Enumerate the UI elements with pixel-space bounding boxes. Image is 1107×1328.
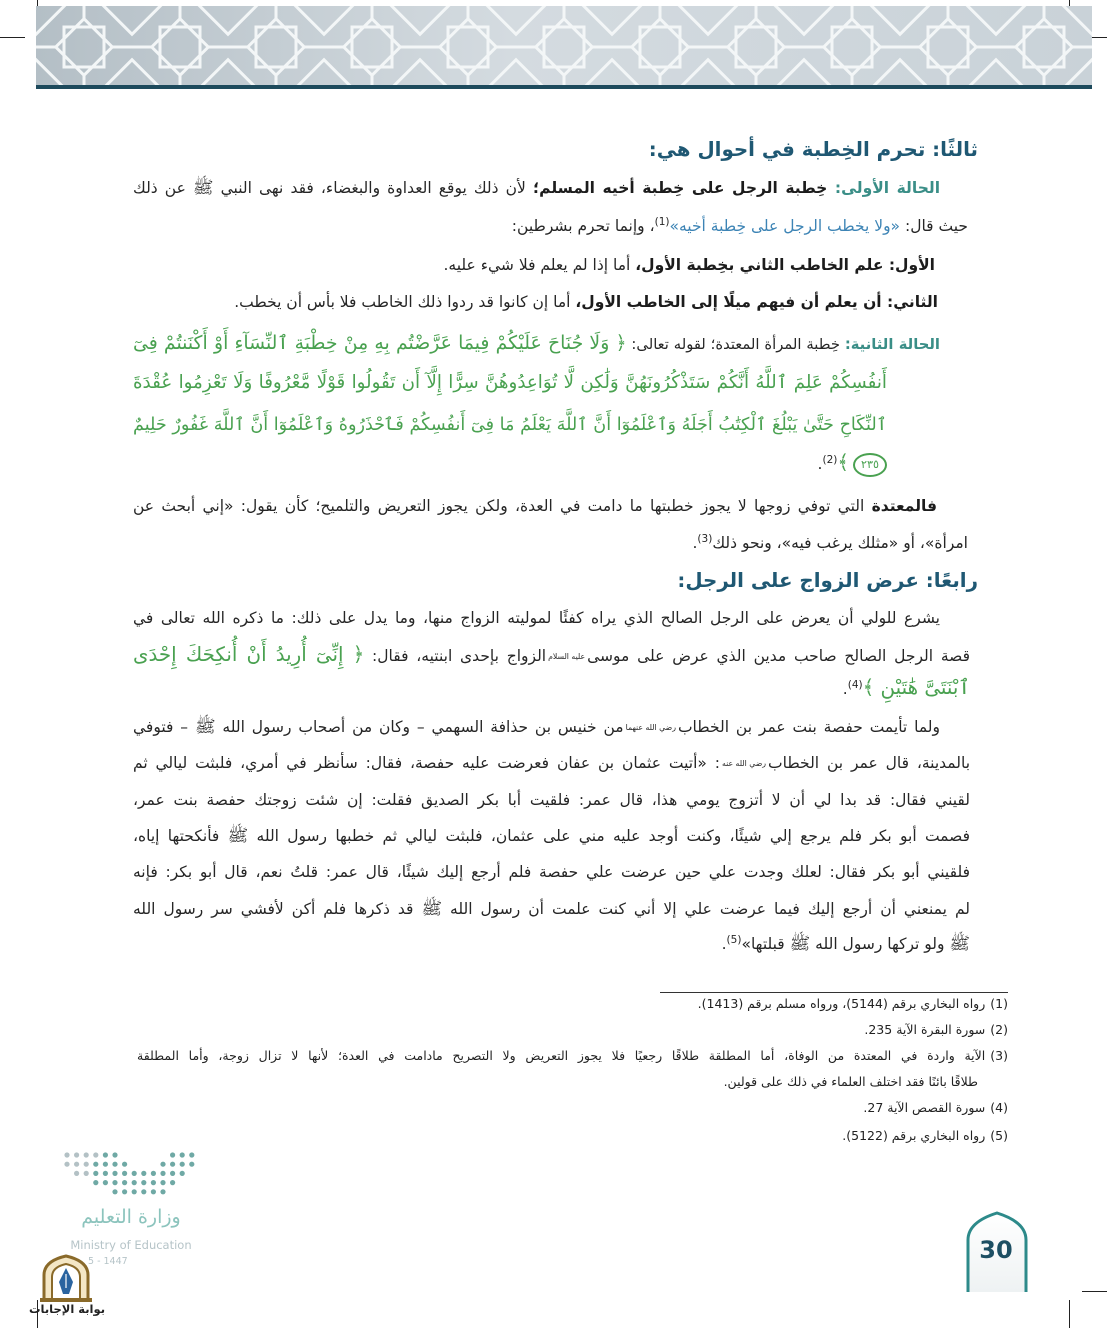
footnote-text: رواه البخاري برقم (5122). xyxy=(842,1128,986,1143)
honorific: رضي الله عنه xyxy=(721,758,767,768)
logo-dot xyxy=(132,1180,137,1185)
logo-dot xyxy=(74,1162,79,1167)
logo-dot xyxy=(141,1171,146,1176)
logo-dot xyxy=(64,1152,69,1157)
logo-dot xyxy=(170,1152,175,1157)
logo-dot xyxy=(151,1171,156,1176)
logo-dot xyxy=(112,1180,117,1185)
text-segment: ، وإنما تحرم بشرطين: xyxy=(511,217,655,235)
logo-dot xyxy=(151,1180,156,1185)
text-segment: لم يمنعني أن أرجع إليك فيما عرضت علي إلا أني كنت علمت أن رسول الله xyxy=(442,900,971,918)
bold-text: الثاني: أن يعلم أن فيهم ميلًا إلى الخاطب الأول، xyxy=(575,293,938,311)
footnote-number: (3) xyxy=(990,1048,1008,1063)
footnote xyxy=(137,1018,1008,1042)
text-segment: . xyxy=(842,680,848,698)
footnote xyxy=(137,1096,1008,1120)
text-segment: خِطبة المرأة المعتدة؛ لقوله تعالى: xyxy=(626,336,845,353)
body-line xyxy=(133,250,935,280)
logo-dot xyxy=(103,1152,108,1157)
body-line xyxy=(133,857,970,887)
body-line xyxy=(133,328,940,360)
logo-dot xyxy=(180,1171,185,1176)
logo-dot xyxy=(141,1189,146,1194)
footnote-reference: (4) xyxy=(847,678,863,691)
logo-dot xyxy=(64,1162,69,1167)
body-line xyxy=(133,173,940,203)
body-line xyxy=(133,528,968,558)
body-line xyxy=(133,448,887,479)
bold-text: خِطبة الرجل على خِطبة أخيه المسلم؛ xyxy=(532,179,835,197)
logo-dot xyxy=(74,1152,79,1157)
ministry-name-english: Ministry of Education xyxy=(70,1238,192,1252)
case-label: الحالة الثانية: xyxy=(844,336,940,353)
text-segment: قبلتها» xyxy=(741,935,790,953)
honorific: ﷺ xyxy=(421,899,443,919)
crop-mark xyxy=(1082,1291,1107,1292)
text-segment: فأنكحتها إياه، xyxy=(133,827,228,845)
logo-dot xyxy=(103,1171,108,1176)
logo-dot xyxy=(74,1171,79,1176)
text-segment: فصمت أبو بكر فلم يرجع إلي شيئًا، وكنت أوجد عليه مني على عثمان، فلبثت ليالي ثم خطبها رسول الله xyxy=(248,827,970,845)
honorific: ﷺ xyxy=(194,717,216,737)
logo-dot xyxy=(84,1162,89,1167)
honorific: ﷺ xyxy=(227,826,249,846)
logo-dot xyxy=(112,1189,117,1194)
body-line xyxy=(133,287,938,317)
section-heading-text: ثالثًا: تحرم الخِطبة في أحوال هي: xyxy=(648,138,978,161)
text-segment: حيث قال: xyxy=(900,217,968,235)
honorific: ﷺ xyxy=(789,934,811,954)
section-heading xyxy=(133,566,978,597)
logo-dot xyxy=(132,1171,137,1176)
verse-number-medallion: ٢٣٥ xyxy=(853,453,887,477)
text-segment: الزواج بإحدى ابنتيه، فقال: xyxy=(364,647,547,665)
text-segment: فلقيني أبو بكر فقال: لعلك وجدت علي حين عرضت علي حفصة فلم أرجع إليك شيئًا، قال عمر: قلتُ نعم، قال أبو بكر: فإنه xyxy=(133,863,970,881)
honorific: ﷺ xyxy=(949,934,970,954)
text-segment: امرأة»، أو «مثلك يرغب فيه»، ونحو ذلك xyxy=(712,534,968,552)
case-label: الحالة الأولى: xyxy=(834,179,941,197)
footnote-number: (1) xyxy=(990,996,1008,1011)
footnote xyxy=(137,1070,978,1094)
text-segment: يشرع للولي أن يعرض على الرجل الصالح الذي يراه كفئًا لموليته الزواج منها، وما يدل على ذلك: ما ذكره الله تعالى في xyxy=(133,609,940,627)
logo-dot xyxy=(189,1152,194,1157)
footnote-text: الآية واردة في المعتدة من الوفاة، أما المطلقة طلاقًا رجعيًا فلا يجوز التعريض ولا التصريح مادامت في العدة؛ لأنها لا تزال زوجة، وأما المطلقة xyxy=(137,1048,986,1063)
text-segment: عن ذلك xyxy=(133,179,193,197)
logo-dot xyxy=(160,1180,165,1185)
body-line xyxy=(133,821,970,851)
text-segment: التي توفي زوجها لا يجوز خطبتها ما دامت في العدة، ولكن يجوز التعريض والتلميح؛ كأن يقول: «إني أبحث عن xyxy=(133,497,872,515)
body-line xyxy=(133,368,887,399)
logo-dot xyxy=(180,1162,185,1167)
watermark-label: بوابة الإجابات xyxy=(28,1302,106,1316)
text-segment: بالمدينة، قال عمر بن الخطاب xyxy=(768,754,971,772)
body-line xyxy=(133,603,940,633)
logo-dot xyxy=(103,1180,108,1185)
text-segment: لأن ذلك يوقع العداوة والبغضاء، فقد نهى النبي xyxy=(213,179,533,197)
text-segment: – فتوفي xyxy=(133,718,195,736)
section-heading xyxy=(133,135,978,166)
logo-dot xyxy=(93,1180,98,1185)
logo-dot xyxy=(141,1180,146,1185)
section-heading-text: رابعًا: عرض الزواج على الرجل: xyxy=(677,569,978,592)
text-segment: ولو تركها رسول الله xyxy=(810,935,950,953)
text-segment: قصة الرجل الصالح صاحب مدين الذي عرض على موسى xyxy=(587,647,970,665)
body-line xyxy=(133,894,970,924)
logo-dot xyxy=(151,1189,156,1194)
logo-dot xyxy=(112,1162,117,1167)
honorific: ﷺ xyxy=(192,178,214,198)
logo-dot xyxy=(122,1189,127,1194)
crop-mark xyxy=(0,37,25,38)
quran-verse: ﴿ وَلَا جُنَاحَ عَلَيْكُمْ فِيمَا عَرَّضْتُم بِهِ مِنْ خِطْبَةِ ٱلنِّسَآءِ أَوْ أَكْنَنتُمْ فِىٓ xyxy=(133,332,627,354)
text-segment: ولما تأيمت حفصة بنت عمر بن الخطاب xyxy=(677,718,941,736)
bold-text: فالمعتدة xyxy=(871,497,937,515)
footnote xyxy=(137,1044,1008,1068)
footnote-number: (5) xyxy=(990,1128,1008,1143)
text-segment: أما إذا لم يعلم فلا شيء عليه. xyxy=(443,256,636,274)
logo-dot xyxy=(112,1152,117,1157)
logo-dot xyxy=(93,1162,98,1167)
logo-dot xyxy=(122,1180,127,1185)
logo-dot xyxy=(84,1152,89,1157)
text-segment: من خنيس بن حذافة السهمي – وكان من أصحاب رسول الله xyxy=(215,718,624,736)
logo-dot xyxy=(122,1171,127,1176)
logo-dot xyxy=(170,1171,175,1176)
text-segment: لقيني فقال: قد بدا لي أن لا أتزوج يومي هذا، قال عمر: فلقيت أبا بكر الصديق فقلت: إن شئت زوجتك حفصة بنت عمر، xyxy=(133,791,970,809)
body-line xyxy=(133,211,968,241)
body-line xyxy=(133,712,940,742)
logo-dot xyxy=(84,1171,89,1176)
footnote-text: رواه البخاري برقم (5144)، ورواه مسلم برقم (1413). xyxy=(697,996,986,1011)
logo-dot xyxy=(160,1162,165,1167)
header-banner xyxy=(36,6,1092,90)
logo-dot xyxy=(93,1171,98,1176)
body-line xyxy=(133,410,887,441)
logo-dot xyxy=(93,1152,98,1157)
logo-dot xyxy=(160,1189,165,1194)
footnote xyxy=(137,1124,1008,1148)
body-line xyxy=(133,929,970,959)
quran-verse: ٱلنِّكَاحِ حَتَّىٰ يَبْلُغَ ٱلْكِتَٰبُ أَجَلَهُ وَٱعْلَمُوٓا أَنَّ ٱللَّهَ يَعْلَمُ مَا فِىٓ أَنفُسِكُمْ فَٱحْذَرُوهُ وَٱعْلَمُوٓا أَنَّ ٱللَّهَ غَفُورٌ حَلِيمٌ xyxy=(133,415,887,435)
footnote-reference: (1) xyxy=(654,215,670,228)
crop-mark xyxy=(1069,1300,1070,1328)
text-segment: . xyxy=(721,935,727,953)
text-segment: . xyxy=(692,534,698,552)
footnote-text: طلاقًا بائنًا فقد اختلف العلماء في ذلك على قولين. xyxy=(723,1074,978,1089)
quran-verse: أَنفُسِكُمْ عَلِمَ ٱللَّهُ أَنَّكُمْ سَتَذْكُرُونَهُنَّ وَلَٰكِن لَّا تُوَاعِدُوهُنَّ سِرًّا إِلَّآ أَن تَقُولُوا قَوْلًا مَّعْرُوفًا وَلَا تَعْزِمُوا عُقْدَةَ xyxy=(133,372,887,393)
logo-dot xyxy=(160,1171,165,1176)
text-segment: : «أتيت عثمان بن عفان فعرضت عليه حفصة، فقال: سأنظر في أمري، فلبثت ليالي ثم xyxy=(133,754,720,772)
footnote-number: (4) xyxy=(990,1100,1008,1115)
logo-dot xyxy=(189,1162,194,1167)
hadith-quote: «ولا يخطب الرجل على خِطبة أخيه» xyxy=(669,217,901,235)
footnote xyxy=(137,992,1008,1016)
footnote-reference: (5) xyxy=(726,933,742,946)
quran-verse: ﴿ إِنِّىٓ أُرِيدُ أَنْ أُنكِحَكَ إِحْدَى xyxy=(133,643,365,666)
logo-dot xyxy=(122,1162,127,1167)
banner-underline xyxy=(36,85,1092,89)
footnote-text: سورة البقرة الآية 235. xyxy=(864,1022,986,1037)
quran-verse: ﴾ xyxy=(837,451,849,474)
logo-dot xyxy=(103,1162,108,1167)
honorific: رضي الله عنهما xyxy=(625,722,676,732)
body-line xyxy=(133,785,970,815)
footnote-reference: (3) xyxy=(697,532,713,545)
footnote-text: سورة القصص الآية 27. xyxy=(863,1100,986,1115)
logo-dot xyxy=(170,1180,175,1185)
logo-dot xyxy=(170,1162,175,1167)
quran-verse: ٱبْنَتَىَّ هَٰتَيْنِ ﴾ xyxy=(862,676,970,699)
ministry-name-arabic: وزارة التعليم xyxy=(81,1206,181,1228)
body-line xyxy=(133,673,970,704)
footnote-number: (2) xyxy=(990,1022,1008,1037)
ministry-logo-dots-icon xyxy=(62,1150,202,1198)
body-line xyxy=(133,491,937,521)
text-segment: قد ذكرها فلم أكن لأفشي سر رسول الله xyxy=(133,900,422,918)
body-line xyxy=(133,748,970,778)
gate-pen-logo-icon xyxy=(38,1254,94,1304)
text-segment: . xyxy=(817,455,823,473)
honorific: عليه السلام xyxy=(548,651,586,661)
logo-dot xyxy=(132,1189,137,1194)
bold-text: الأول: علم الخاطب الثاني بخِطبة الأول، xyxy=(635,256,935,274)
body-line xyxy=(133,640,970,671)
footnote-reference: (2) xyxy=(822,453,838,466)
logo-dot xyxy=(112,1171,117,1176)
logo-dot xyxy=(180,1152,185,1157)
text-segment: أما إن كانوا قد ردوا ذلك الخاطب فلا بأس أن يخطب. xyxy=(234,293,576,311)
banner-pattern xyxy=(36,6,1092,86)
ministry-years: 5 - 1447 xyxy=(88,1256,128,1267)
page-number: 30 xyxy=(979,1236,1013,1264)
